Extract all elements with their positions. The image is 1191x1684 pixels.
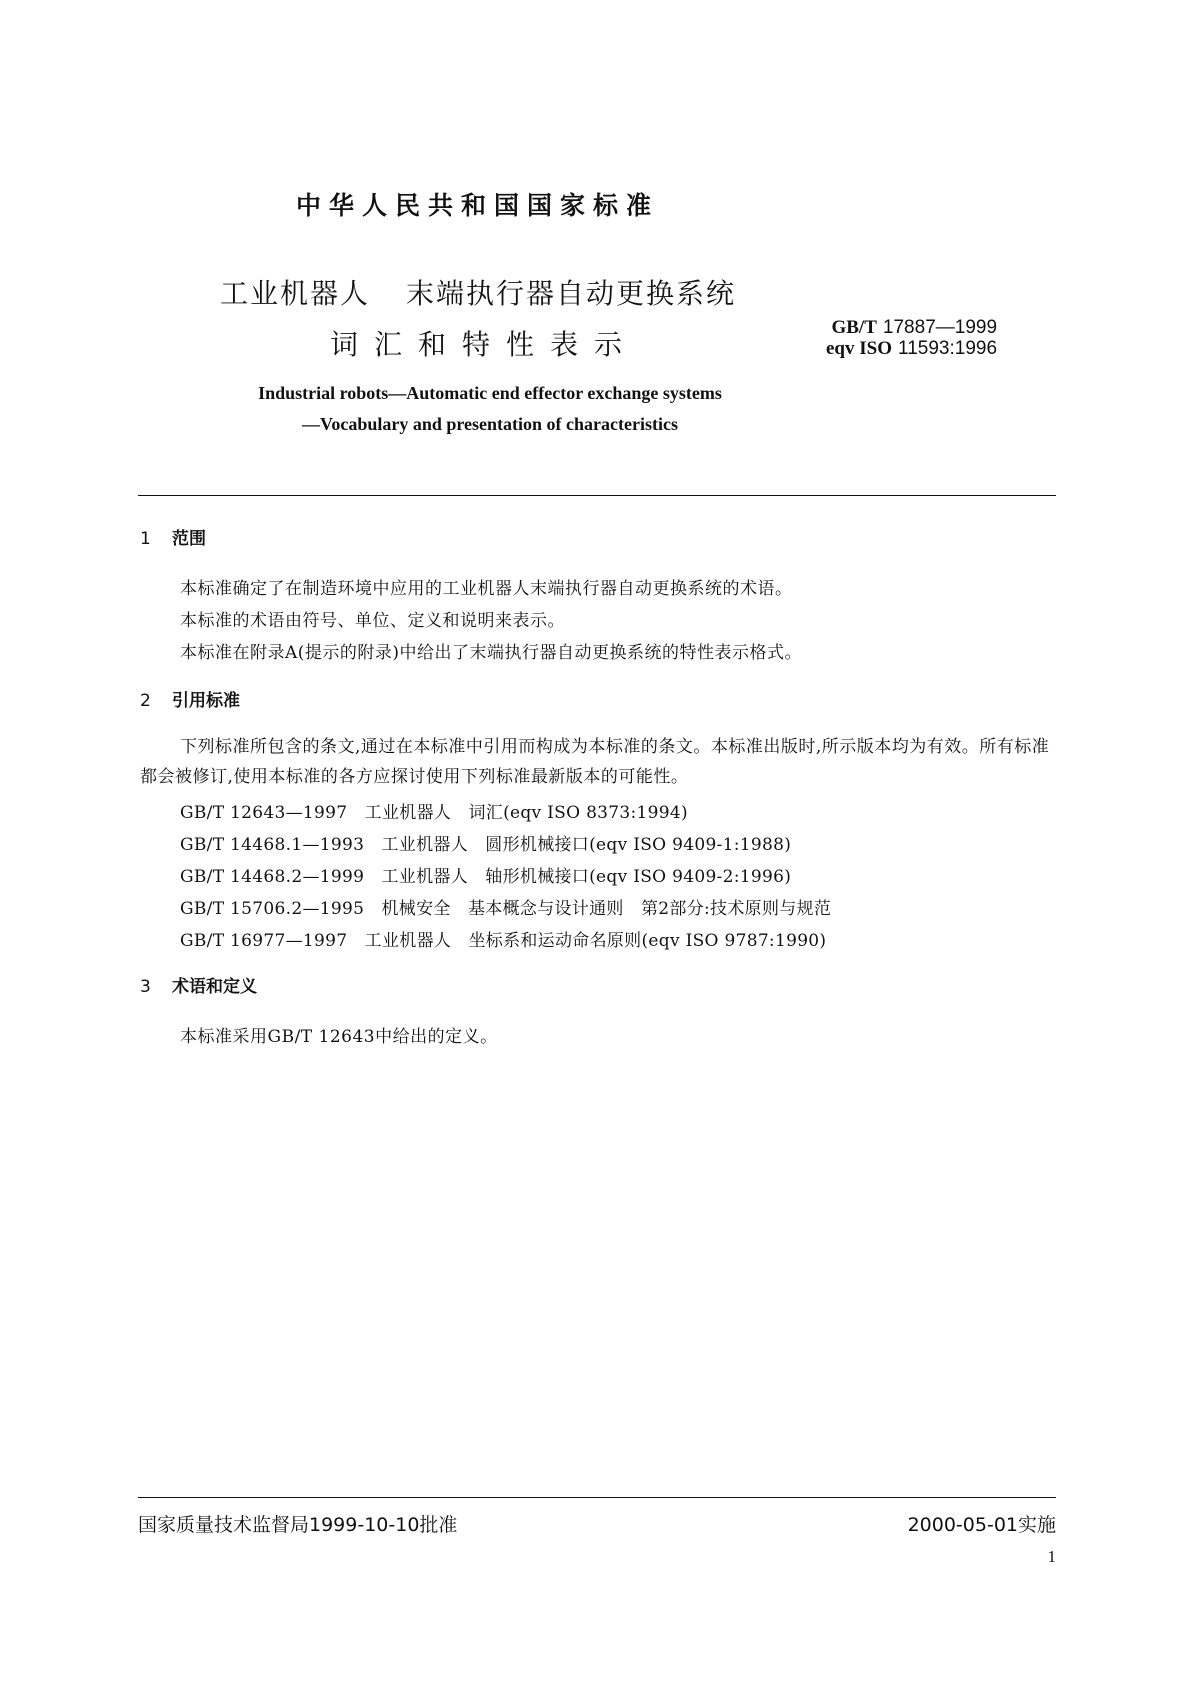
title-en-line1: Industrial robots—Automatic end effector exchange systems: [258, 383, 722, 403]
section-2-number: 2: [140, 691, 151, 711]
section-1-title: 范围: [172, 529, 206, 549]
reference-item: GB/T 14468.1—1993 工业机器人 圆形机械接口(eqv ISO 9409-1:1988): [180, 835, 792, 855]
title-zh-line2: 词汇和特性表示: [330, 328, 639, 361]
reference-item: GB/T 12643—1997 工业机器人 词汇(eqv ISO 8373:1994): [180, 803, 688, 823]
standard-type-header: 中华人民共和国国家标准: [296, 191, 660, 220]
reference-item: GB/T 14468.2—1999 工业机器人 轴形机械接口(eqv ISO 9409-2:1996): [180, 867, 792, 887]
gb-code-line: [826, 317, 997, 338]
header-divider: [138, 495, 1056, 496]
eqv-code-line: [826, 338, 997, 359]
section-3-heading: [140, 972, 257, 997]
section-2-intro: 下列标准所包含的条文,通过在本标准中引用而构成为本标准的条文。本标准出版时,所示版本均为有效。所有标准都会被修订,使用本标准的各方应探讨使用下列标准最新版本的可能性。: [140, 737, 1050, 787]
gb-number: 17887—1999: [882, 317, 998, 338]
reference-item: GB/T 15706.2—1995 机械安全 基本概念与设计通则 第2部分:技术原则与规范: [180, 899, 832, 919]
section-3-number: 3: [140, 977, 151, 997]
title-en-line2: —Vocabulary and presentation of characteristics: [302, 414, 678, 434]
section-1-number: 1: [140, 529, 151, 549]
standard-code: [826, 317, 997, 359]
footer-divider: [138, 1497, 1056, 1498]
eqv-number: 11593:1996: [898, 338, 998, 359]
eqv-prefix: eqv ISO: [826, 338, 892, 359]
section-1-paragraph-1: 本标准确定了在制造环境中应用的工业机器人末端执行器自动更换系统的术语。: [180, 579, 793, 599]
section-1-paragraph-3: 本标准在附录A(提示的附录)中给出了末端执行器自动更换系统的特性表示格式。: [180, 643, 803, 663]
section-3-paragraph-1: 本标准采用GB/T 12643中给出的定义。: [180, 1027, 498, 1047]
implementation-date: 2000-05-01实施: [907, 1514, 1056, 1536]
page-number: 1: [1047, 1547, 1056, 1566]
gb-prefix: GB/T: [831, 317, 877, 338]
section-3-title: 术语和定义: [172, 977, 257, 997]
reference-item: GB/T 16977—1997 工业机器人 坐标系和运动命名原则(eqv ISO 9787:1990): [180, 931, 827, 951]
approval-date: 国家质量技术监督局1999-10-10批准: [138, 1514, 458, 1536]
title-zh-line1-part1: 工业机器人: [220, 277, 371, 310]
section-1-paragraph-2: 本标准的术语由符号、单位、定义和说明来表示。: [180, 611, 565, 631]
section-1-heading: [140, 524, 206, 549]
section-2-title: 引用标准: [172, 691, 240, 711]
title-zh-line1-part2: 末端执行器自动更换系统: [406, 277, 737, 310]
section-2-heading: [140, 686, 240, 711]
title-zh-line1: [220, 272, 736, 312]
